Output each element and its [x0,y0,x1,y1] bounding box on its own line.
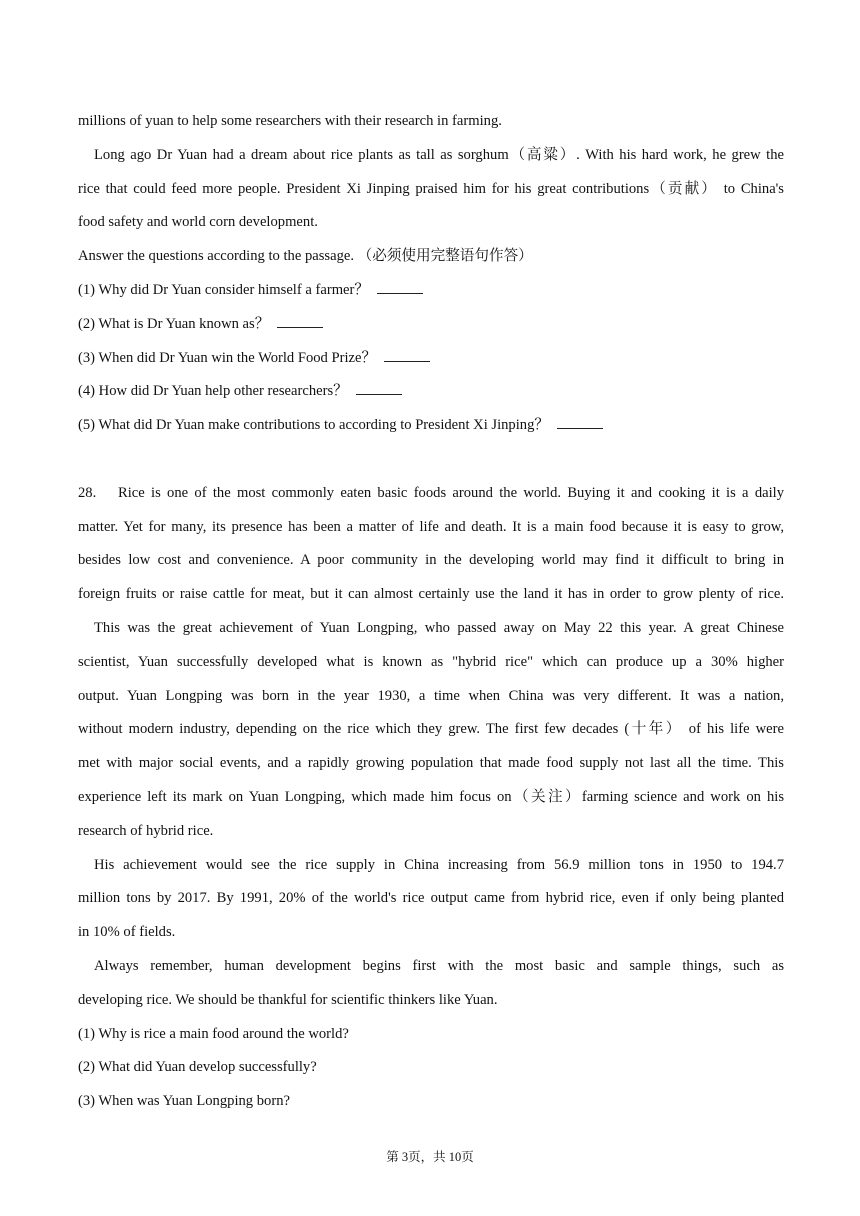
section-gap [78,443,784,477]
paragraph-line: million tons by 2017. By 1991, 20% of the world's rice output came from hybrid rice, even if only being planted [78,890,784,907]
page-footer: 第 3页，共 10页 [386,1150,474,1164]
question-item: (3) When was Yuan Longping born? [78,1093,290,1110]
paragraph-line: output. Yuan Longping was born in the year 1930, a time when China was very different. It was a nation, [78,687,784,704]
paragraph-text: Rice is one of the most commonly eaten basic foods around the world. Buying it and cooking it is a daily [118,484,784,501]
paragraph-line: matter. Yet for many, its presence has been a matter of life and death. It is a main food because it is easy to grow, [78,518,784,535]
question-item [78,274,784,308]
question-item [78,342,784,376]
answer-blank[interactable] [277,315,323,328]
paragraph-line: besides low cost and convenience. A poor community in the developing world may find it difficult to bring in [78,552,784,569]
question-item [78,308,784,342]
paragraph-line: research of hybrid rice. [78,822,214,839]
paragraph-line: Always remember, human development begins first with the most basic and sample things, such as [94,957,784,974]
question-text: (2) What is Dr Yuan known as？ [78,315,270,332]
question-text: (3) When did Dr Yuan win the World Food Prize？ [78,349,377,366]
answer-blank[interactable] [384,349,430,362]
paragraph-line: His achievement would see the rice supply in China increasing from 56.9 million tons in 1950 to 194.7 [94,856,784,873]
paragraph-line: This was the great achievement of Yuan Longping, who passed away on May 22 this year. A great Chinese [94,619,784,636]
answer-blank[interactable] [356,382,402,395]
question-item [78,375,784,409]
question-text: (1) Why did Dr Yuan consider himself a farmer？ [78,281,369,298]
paragraph-line: met with major social events, and a rapidly growing population that made food supply not last all the time. This [78,755,784,772]
page-content [78,105,784,1119]
paragraph-line: rice that could feed more people. President Xi Jinping praised him for his great contributions（贡献） to China's [78,180,784,197]
paragraph-line: scientist, Yuan successfully developed what is known as "hybrid rice" which can produce up a 30% higher [78,653,784,670]
instruction-text: Answer the questions according to the passage. （必须使用完整语句作答） [78,248,533,265]
paragraph-line [78,477,784,511]
question-number: 28. [78,484,97,501]
question-text: (4) How did Dr Yuan help other researchers？ [78,383,348,400]
answer-blank[interactable] [377,281,423,294]
answer-blank[interactable] [557,416,603,429]
paragraph-line: in 10% of fields. [78,924,176,941]
paragraph-line: experience left its mark on Yuan Longping, which made him focus on（关注）farming science and work on his [78,788,784,805]
question-text: (5) What did Dr Yuan make contributions to according to President Xi Jinping？ [78,417,549,434]
paragraph-line: millions of yuan to help some researchers with their research in farming. [78,113,502,129]
question-item: (1) Why is rice a main food around the world? [78,1025,349,1042]
paragraph-line: foreign fruits or raise cattle for meat, but it can almost certainly use the land it has in order to grow plenty of rice. [78,586,784,603]
paragraph-line: without modern industry, depending on the rice which they grew. The first few decades (十年） of his life were [78,721,784,738]
question-item [78,409,784,443]
paragraph-line: developing rice. We should be thankful for scientific thinkers like Yuan. [78,991,498,1008]
question-item: (2) What did Yuan develop successfully? [78,1059,317,1076]
paragraph-line: Long ago Dr Yuan had a dream about rice plants as tall as sorghum（高粱）. With his hard work, he grew the [94,146,784,163]
paragraph-line: food safety and world corn development. [78,214,318,231]
